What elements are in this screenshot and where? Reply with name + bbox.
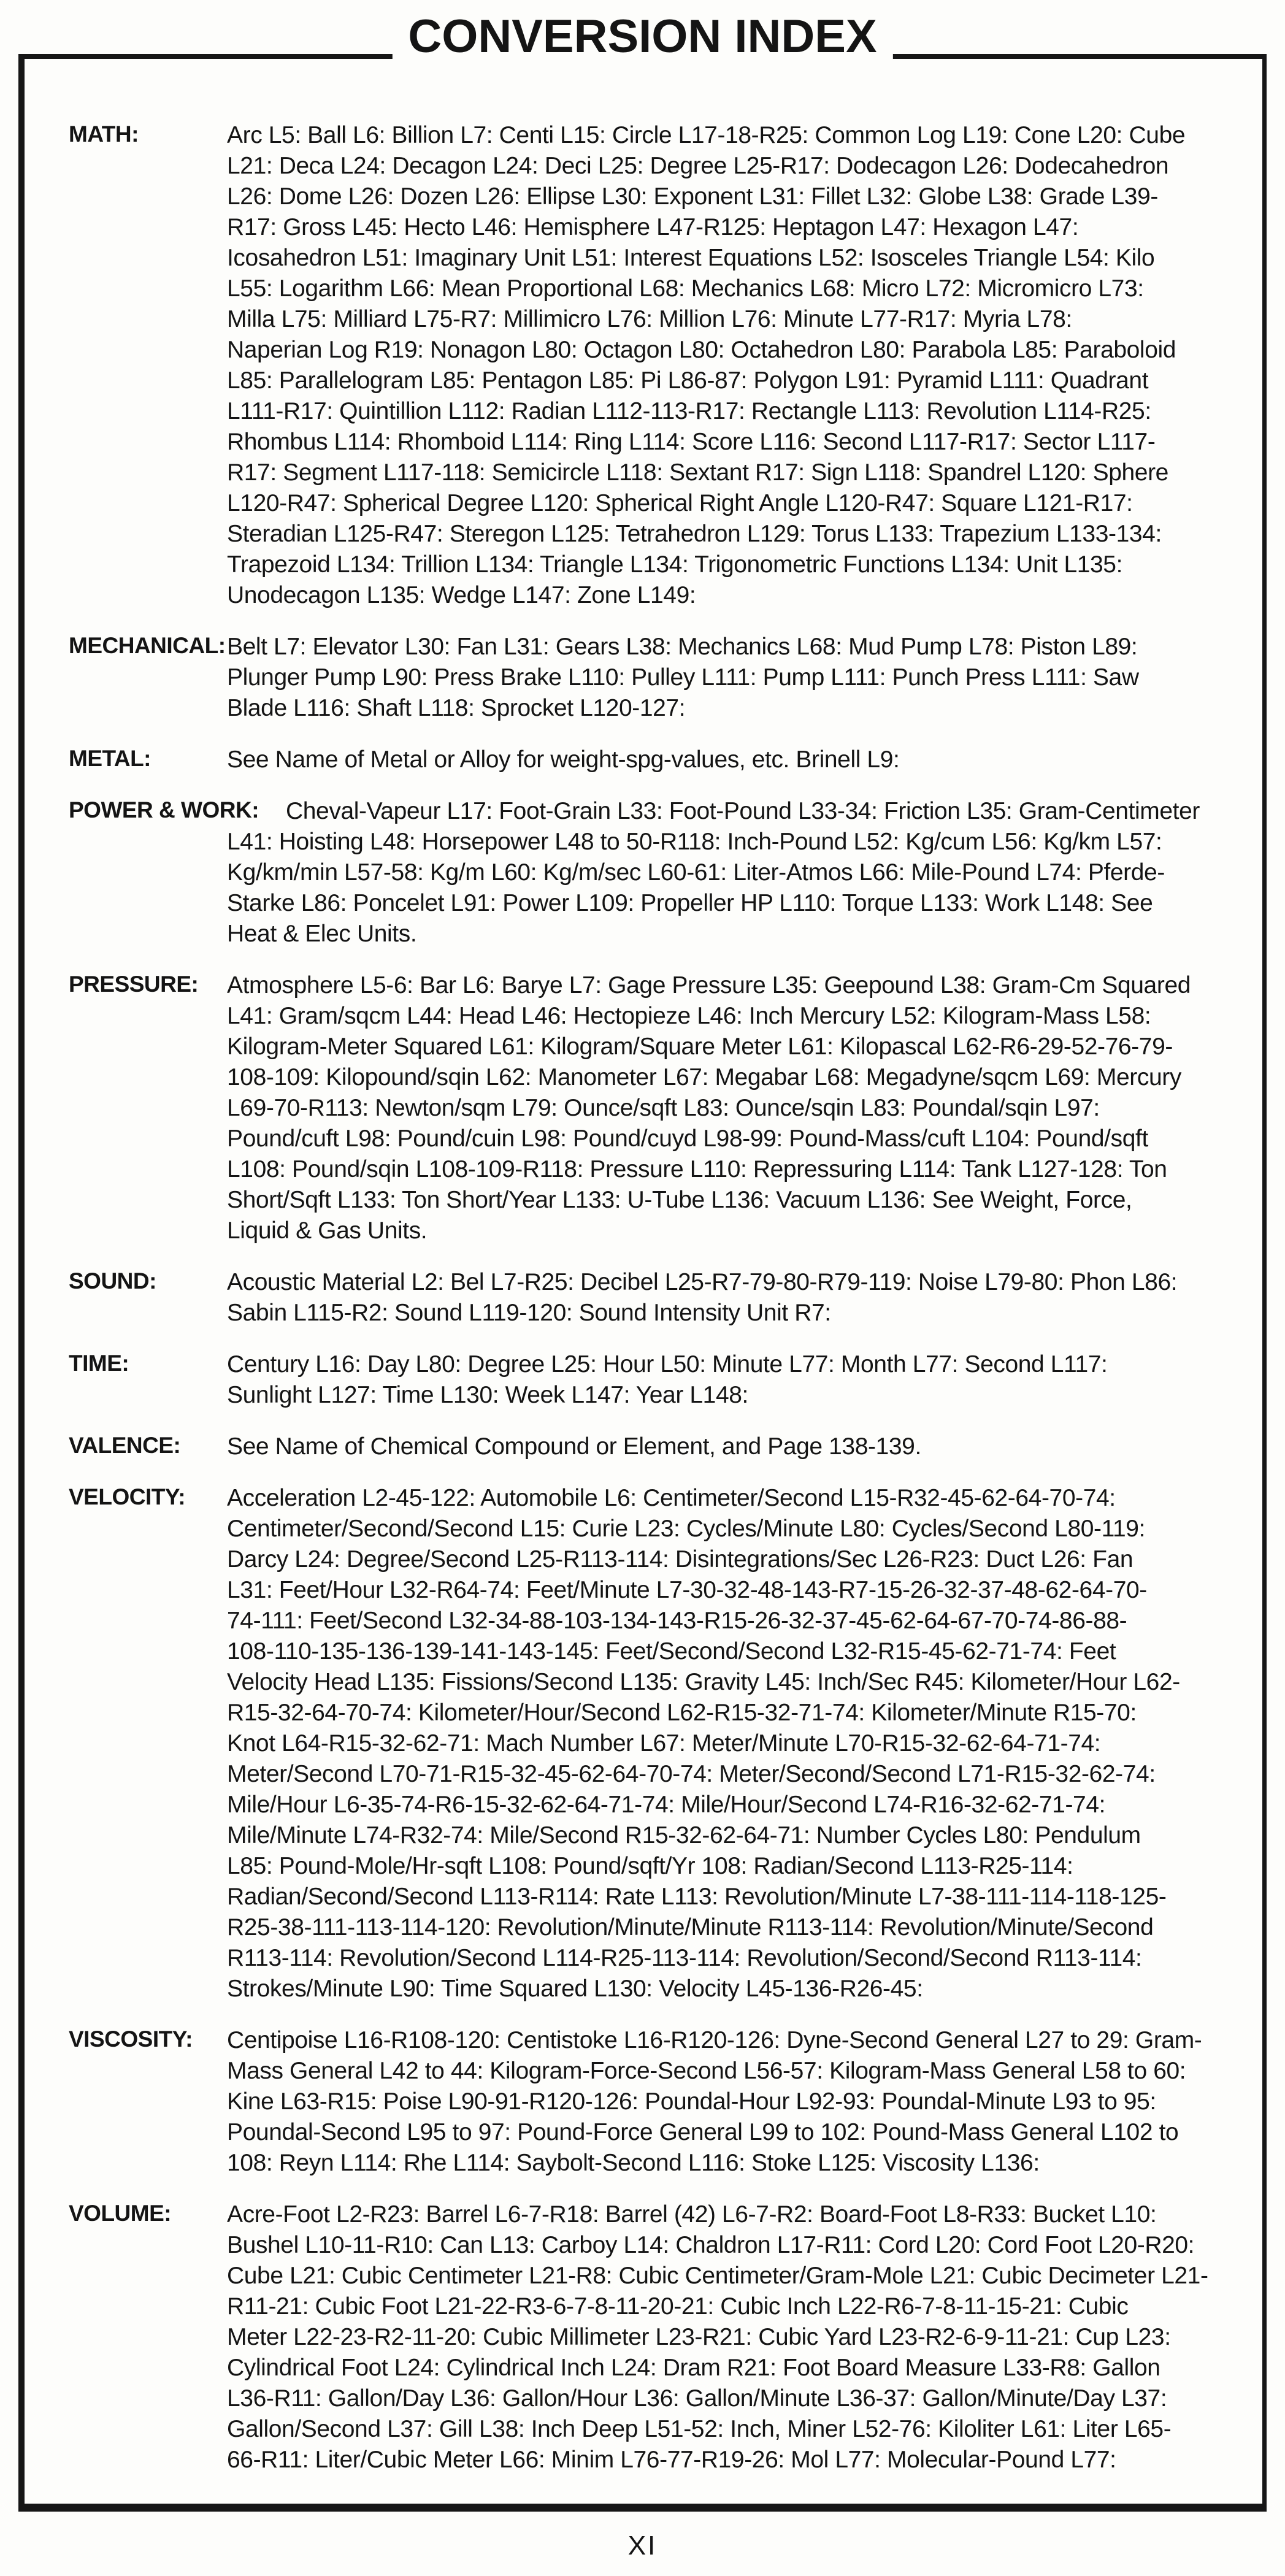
index-line: Rhombus L114: Rhomboid L114: Ring L114: Score L116: Second L117-R17: Sector L117-: [227, 429, 1156, 455]
index-sections-container: [0, 120, 1285, 2496]
section-label-volume: VOLUME:: [69, 2201, 172, 2226]
index-line: Strokes/Minute L90: Time Squared L130: Velocity L45-136-R26-45:: [227, 1976, 923, 2002]
section-lines-velocity: [227, 1483, 1263, 2004]
index-line: Atmosphere L5-6: Bar L6: Barye L7: Gage Pressure L35: Geepound L38: Gram-Cm Squared: [227, 972, 1191, 999]
index-line: Acre-Foot L2-R23: Barrel L6-7-R18: Barrel (42) L6-7-R2: Board-Foot L8-R33: Bucket L10:: [227, 2201, 1157, 2228]
section-label-math: MATH:: [69, 121, 139, 147]
index-section-velocity: [0, 1483, 1285, 2004]
index-line: Icosahedron L51: Imaginary Unit L51: Interest Equations L52: Isosceles Triangle L54: Kilo: [227, 245, 1155, 271]
index-line: Naperian Log R19: Nonagon L80: Octagon L80: Octahedron L80: Parabola L85: Paraboloid: [227, 337, 1176, 363]
index-line: Short/Sqft L133: Ton Short/Year L133: U-Tube L136: Vacuum L136: See Weight, Force,: [227, 1187, 1132, 1213]
index-line: Century L16: Day L80: Degree L25: Hour L50: Minute L77: Month L77: Second L117:: [227, 1351, 1108, 1378]
index-line: L31: Feet/Hour L32-R64-74: Feet/Minute L7-30-32-48-143-R7-15-26-32-37-48-62-64-70-: [227, 1577, 1147, 1603]
section-label-power-work: POWER & WORK:: [69, 797, 259, 822]
section-label-pressure: PRESSURE:: [69, 972, 199, 997]
index-line: Trapezoid L134: Trillion L134: Triangle L134: Trigonometric Functions L134: Unit L135:: [227, 551, 1123, 578]
index-line: Arc L5: Ball L6: Billion L7: Centi L15: Circle L17-18-R25: Common Log L19: Cone L20: Cube: [227, 122, 1186, 148]
section-lines-valence: [227, 1432, 1263, 1462]
index-section-sound: [0, 1267, 1285, 1328]
section-label-viscosity: VISCOSITY:: [69, 2026, 193, 2052]
index-section-valence: [0, 1432, 1285, 1462]
index-line: Heat & Elec Units.: [227, 921, 417, 947]
index-line: L120-R47: Spherical Degree L120: Spherical Right Angle L120-R47: Square L121-R17:: [227, 490, 1133, 516]
index-line: Plunger Pump L90: Press Brake L110: Pulley L111: Pump L111: Punch Press L111: Saw: [227, 664, 1139, 691]
index-line: 66-R11: Liter/Cubic Meter L66: Minim L76-77-R19-26: Mol L77: Molecular-Pound L77:: [227, 2447, 1116, 2473]
index-line: L108: Pound/sqin L108-109-R118: Pressure L110: Repressuring L114: Tank L127-128: Ton: [227, 1156, 1167, 1183]
index-line: L55: Logarithm L66: Mean Proportional L68: Mechanics L68: Micro L72: Micromicro L73:: [227, 275, 1144, 302]
index-line: L41: Hoisting L48: Horsepower L48 to 50-R118: Inch-Pound L52: Kg/cum L56: Kg/km L57:: [227, 829, 1162, 855]
section-label-valence: VALENCE:: [69, 1433, 181, 1458]
section-lines-viscosity: [227, 2025, 1263, 2179]
index-line: Sunlight L127: Time L130: Week L147: Year L148:: [227, 1382, 748, 1408]
index-section-metal: [0, 745, 1285, 775]
section-label-metal: METAL:: [69, 746, 151, 771]
index-section-math: [0, 120, 1285, 611]
index-line: 108-110-135-136-139-141-143-145: Feet/Second/Second L32-R15-45-62-71-74: Feet: [227, 1638, 1116, 1665]
index-line: Steradian L125-R47: Steregon L125: Tetrahedron L129: Torus L133: Trapezium L133-134:: [227, 521, 1162, 547]
section-label-sound: SOUND:: [69, 1268, 156, 1294]
index-line: Mile/Minute L74-R32-74: Mile/Second R15-32-62-64-71: Number Cycles L80: Pendulum: [227, 1822, 1141, 1849]
index-line: Cheval-Vapeur L17: Foot-Grain L33: Foot-Pound L33-34: Friction L35: Gram-Centimeter: [286, 798, 1200, 824]
index-line: Mile/Hour L6-35-74-R6-15-32-62-64-71-74: Mile/Hour/Second L74-R16-32-62-71-74:: [227, 1792, 1106, 1818]
index-line: Kilogram-Meter Squared L61: Kilogram/Square Meter L61: Kilopascal L62-R6-29-52-76-79-: [227, 1033, 1173, 1060]
index-line: Blade L116: Shaft L118: Sprocket L120-127:: [227, 695, 686, 721]
section-lines-pressure: [227, 970, 1263, 1246]
index-line: L26: Dome L26: Dozen L26: Ellipse L30: Exponent L31: Fillet L32: Globe L38: Grade L39-: [227, 183, 1158, 210]
index-line: 108-109: Kilopound/sqin L62: Manometer L67: Megabar L68: Megadyne/sqcm L69: Mercury: [227, 1064, 1181, 1091]
index-line: L111-R17: Quintillion L112: Radian L112-113-R17: Rectangle L113: Revolution L114-R25:: [227, 398, 1151, 424]
index-line: Acoustic Material L2: Bel L7-R25: Decibel L25-R7-79-80-R79-119: Noise L79-80: Phon L86:: [227, 1269, 1178, 1295]
section-lines-power-work: [227, 796, 1263, 949]
section-lines-mechanical: [227, 632, 1263, 724]
index-line: Kg/km/min L57-58: Kg/m L60: Kg/m/sec L60-61: Liter-Atmos L66: Mile-Pound L74: Pferde-: [227, 859, 1165, 886]
section-lines-volume: [227, 2199, 1263, 2475]
section-lines-sound: [227, 1267, 1263, 1328]
index-line: Cube L21: Cubic Centimeter L21-R8: Cubic Centimeter/Gram-Mole L21: Cubic Decimeter L21-: [227, 2263, 1208, 2289]
index-line: Starke L86: Poncelet L91: Power L109: Propeller HP L110: Torque L133: Work L148: See: [227, 890, 1153, 916]
index-line: 74-111: Feet/Second L32-34-88-103-134-143-R15-26-32-37-45-62-64-67-70-74-86-88-: [227, 1608, 1127, 1634]
index-line: Meter/Second L70-71-R15-32-45-62-64-70-74: Meter/Second/Second L71-R15-32-62-74:: [227, 1761, 1156, 1787]
index-line: Pound/cuft L98: Pound/cuin L98: Pound/cuyd L98-99: Pound-Mass/cuft L104: Pound/sqft: [227, 1125, 1148, 1152]
index-line: R25-38-111-113-114-120: Revolution/Minute/Minute R113-114: Revolution/Minute/Second: [227, 1914, 1154, 1941]
index-line: Unodecagon L135: Wedge L147: Zone L149:: [227, 582, 696, 608]
index-line: Kine L63-R15: Poise L90-91-R120-126: Poundal-Hour L92-93: Poundal-Minute L93 to 95:: [227, 2088, 1156, 2115]
index-section-volume: [0, 2199, 1285, 2475]
index-section-power-work: [0, 796, 1285, 949]
index-section-time: [0, 1349, 1285, 1411]
index-line: Centimeter/Second/Second L15: Curie L23: Cycles/Minute L80: Cycles/Second L80-119:: [227, 1516, 1146, 1542]
section-lines-metal: [227, 745, 1263, 775]
index-line: Sabin L115-R2: Sound L119-120: Sound Intensity Unit R7:: [227, 1300, 831, 1326]
index-line: See Name of Chemical Compound or Element, and Page 138-139.: [227, 1433, 921, 1460]
index-line: L21: Deca L24: Decagon L24: Deci L25: Degree L25-R17: Dodecagon L26: Dodecahedron: [227, 153, 1169, 179]
index-line: L41: Gram/sqcm L44: Head L46: Hectopieze L46: Inch Mercury L52: Kilogram-Mass L58:: [227, 1003, 1151, 1029]
index-line: L36-R11: Gallon/Day L36: Gallon/Hour L36: Gallon/Minute L36-37: Gallon/Minute/Day L37:: [227, 2385, 1167, 2412]
index-line: R15-32-64-70-74: Kilometer/Hour/Second L62-R15-32-71-74: Kilometer/Minute R15-70:: [227, 1700, 1137, 1726]
index-line: Darcy L24: Degree/Second L25-R113-114: Disintegrations/Sec L26-R23: Duct L26: Fan: [227, 1546, 1133, 1573]
index-line: Cylindrical Foot L24: Cylindrical Inch L24: Dram R21: Foot Board Measure L33-R8: Gallon: [227, 2355, 1160, 2381]
index-line: L85: Parallelogram L85: Pentagon L85: Pi L86-87: Polygon L91: Pyramid L111: Quadrant: [227, 367, 1149, 394]
index-line: L85: Pound-Mole/Hr-sqft L108: Pound/sqft/Yr 108: Radian/Second L113-R25-114:: [227, 1853, 1073, 1879]
index-section-pressure: [0, 970, 1285, 1246]
index-line: Belt L7: Elevator L30: Fan L31: Gears L38: Mechanics L68: Mud Pump L78: Piston L89:: [227, 634, 1138, 660]
index-line: Bushel L10-11-R10: Can L13: Carboy L14: Chaldron L17-R11: Cord L20: Cord Foot L20-R20:: [227, 2232, 1195, 2258]
section-lines-time: [227, 1349, 1263, 1411]
index-line: Velocity Head L135: Fissions/Second L135: Gravity L45: Inch/Sec R45: Kilometer/Hour L62-: [227, 1669, 1180, 1695]
index-line: R11-21: Cubic Foot L21-22-R3-6-7-8-11-20-21: Cubic Inch L22-R6-7-8-11-15-21: Cubic: [227, 2293, 1129, 2320]
index-line: Liquid & Gas Units.: [227, 1217, 428, 1244]
index-line: Knot L64-R15-32-62-71: Mach Number L67: Meter/Minute L70-R15-32-62-64-71-74:: [227, 1730, 1101, 1757]
section-label-time: TIME:: [69, 1351, 129, 1376]
section-label-mechanical: MECHANICAL:: [69, 633, 226, 658]
index-line: Mass General L42 to 44: Kilogram-Force-Second L56-57: Kilogram-Mass General L58 to 60:: [227, 2058, 1186, 2084]
index-section-viscosity: [0, 2025, 1285, 2179]
index-line: L69-70-R113: Newton/sqm L79: Ounce/sqft L83: Ounce/sqin L83: Poundal/sqin L97:: [227, 1095, 1100, 1121]
index-line: 108: Reyn L114: Rhe L114: Saybolt-Second L116: Stoke L125: Viscosity L136:: [227, 2150, 1040, 2176]
index-line: Centipoise L16-R108-120: Centistoke L16-R120-126: Dyne-Second General L27 to 29: Gram-: [227, 2027, 1202, 2053]
page-number: XI: [627, 2531, 658, 2561]
index-line: Radian/Second/Second L113-R114: Rate L113: Revolution/Minute L7-38-111-114-118-125-: [227, 1884, 1167, 1910]
section-lines-math: [227, 120, 1263, 611]
index-line: R17: Gross L45: Hecto L46: Hemisphere L47-R125: Heptagon L47: Hexagon L47:: [227, 214, 1079, 240]
index-line: R113-114: Revolution/Second L114-R25-113-114: Revolution/Second/Second R113-114:: [227, 1945, 1142, 1971]
page-title: CONVERSION INDEX: [392, 15, 892, 59]
index-section-mechanical: [0, 632, 1285, 724]
index-line: Poundal-Second L95 to 97: Pound-Force General L99 to 102: Pound-Mass General L102 to: [227, 2119, 1179, 2145]
index-line: R17: Segment L117-118: Semicircle L118: Sextant R17: Sign L118: Spandrel L120: Sphere: [227, 459, 1168, 486]
index-line: See Name of Metal or Alloy for weight-spg-values, etc. Brinell L9:: [227, 746, 900, 773]
index-line: Gallon/Second L37: Gill L38: Inch Deep L51-52: Inch, Miner L52-76: Kiloliter L61: Liter L65-: [227, 2416, 1172, 2442]
section-label-velocity: VELOCITY:: [69, 1484, 186, 1509]
index-line: Meter L22-23-R2-11-20: Cubic Millimeter L23-R21: Cubic Yard L23-R2-6-9-11-21: Cup L23:: [227, 2324, 1171, 2350]
index-line: Milla L75: Milliard L75-R7: Millimicro L76: Million L76: Minute L77-R17: Myria L78:: [227, 306, 1072, 332]
index-line: Acceleration L2-45-122: Automobile L6: Centimeter/Second L15-R32-45-62-64-70-74:: [227, 1485, 1116, 1511]
